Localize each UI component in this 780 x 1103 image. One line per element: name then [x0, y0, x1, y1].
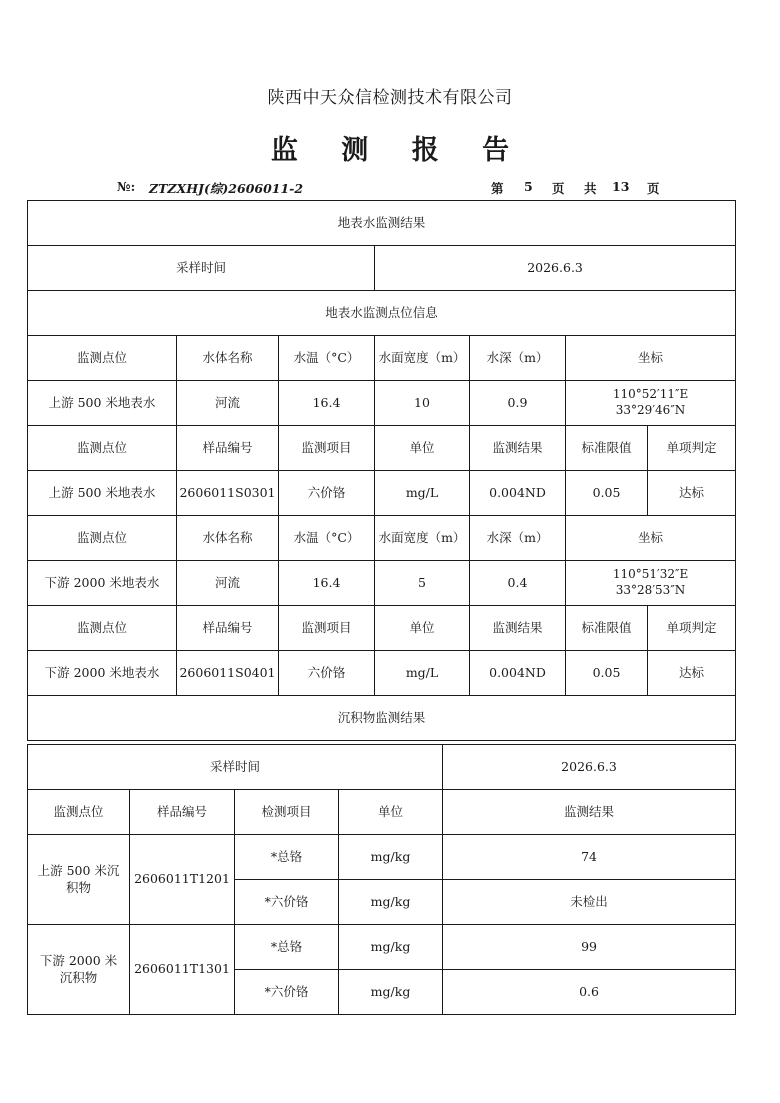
page-mid: 页	[552, 181, 565, 196]
coord-north: 33°29′46″N	[615, 403, 686, 417]
surface-water-table	[27, 200, 736, 741]
coordinate-cell	[566, 381, 736, 426]
sample-id-cell: 2606011T1301	[130, 925, 235, 1015]
header-cell: 监测项目	[279, 606, 375, 651]
depth-cell: 0.9	[470, 381, 566, 426]
header-cell: 监测点位	[28, 790, 130, 835]
coord-north: 33°28′53″N	[615, 583, 686, 597]
result-cell: 0.004ND	[470, 651, 566, 696]
header-cell: 水面宽度（m）	[375, 516, 470, 561]
header-cell: 水面宽度（m）	[375, 336, 470, 381]
limit-cell: 0.05	[566, 471, 648, 516]
report-title: 监 测 报 告	[270, 135, 527, 166]
header-cell: 监测点位	[28, 516, 177, 561]
header-cell: 水温（°C）	[279, 336, 375, 381]
header-cell: 标准限值	[566, 426, 648, 471]
result-cell: 74	[443, 835, 736, 880]
sediment-sampling-time-label: 采样时间	[28, 745, 443, 790]
sample-id-cell: 2606011S0301	[177, 471, 279, 516]
coordinate-cell	[566, 561, 736, 606]
unit-cell: mg/L	[375, 651, 470, 696]
page-suffix: 页	[647, 181, 660, 196]
coord-east: 110°51′32″E	[612, 567, 689, 582]
site-cell: 下游 2000 米地表水	[28, 651, 177, 696]
water-body-cell: 河流	[177, 561, 279, 606]
header-cell: 监测点位	[28, 606, 177, 651]
sediment-sampling-time-value: 2026.6.3	[443, 745, 736, 790]
item-cell: 六价铬	[279, 471, 375, 516]
header-cell: 水深（m）	[470, 336, 566, 381]
header-cell: 水体名称	[177, 516, 279, 561]
report-meta	[117, 179, 662, 197]
header-cell: 样品编号	[177, 606, 279, 651]
info-header-row	[28, 336, 736, 381]
item-cell: *六价铬	[235, 970, 339, 1015]
header-cell: 水温（°C）	[279, 516, 375, 561]
header-cell: 水体名称	[177, 336, 279, 381]
sampling-time-value: 2026.6.3	[375, 246, 736, 291]
water-body-cell: 河流	[177, 381, 279, 426]
result-cell: 0.6	[443, 970, 736, 1015]
page-prefix: 第	[491, 181, 504, 196]
result-row	[28, 471, 736, 516]
judgement-cell: 达标	[648, 651, 736, 696]
result-cell: 99	[443, 925, 736, 970]
result-cell: 0.004ND	[470, 471, 566, 516]
page-total-prefix: 共	[584, 181, 597, 196]
sediment-header-row	[28, 790, 736, 835]
width-cell: 5	[375, 561, 470, 606]
report-no-label: №:	[117, 179, 136, 194]
result-header-row	[28, 426, 736, 471]
report-no: ZTZXHJ(综)2606011-2	[149, 181, 304, 196]
sediment-row	[28, 835, 736, 880]
sediment-row	[28, 925, 736, 970]
limit-cell: 0.05	[566, 651, 648, 696]
site-cell: 上游 500 米地表水	[28, 471, 177, 516]
width-cell: 10	[375, 381, 470, 426]
sampling-time-label: 采样时间	[28, 246, 375, 291]
surface-water-title: 地表水监测结果	[28, 201, 736, 246]
header-cell: 检测项目	[235, 790, 339, 835]
header-cell: 监测点位	[28, 336, 177, 381]
header-cell: 标准限值	[566, 606, 648, 651]
header-cell: 坐标	[566, 336, 736, 381]
result-row	[28, 651, 736, 696]
point-info-title: 地表水监测点位信息	[28, 291, 736, 336]
header-cell: 监测项目	[279, 426, 375, 471]
page-total: 13	[612, 179, 630, 194]
site-cell: 下游 2000 米沉积物	[28, 925, 130, 1015]
header-cell: 单项判定	[648, 426, 736, 471]
site-cell: 下游 2000 米地表水	[28, 561, 177, 606]
header-cell: 监测结果	[443, 790, 736, 835]
result-header-row	[28, 606, 736, 651]
unit-cell: mg/kg	[339, 835, 443, 880]
header-cell: 单项判定	[648, 606, 736, 651]
header-cell: 样品编号	[177, 426, 279, 471]
sediment-title: 沉积物监测结果	[28, 696, 736, 741]
unit-cell: mg/L	[375, 471, 470, 516]
header-cell: 单位	[375, 426, 470, 471]
info-header-row	[28, 516, 736, 561]
item-cell: *总铬	[235, 925, 339, 970]
header-cell: 监测结果	[470, 606, 566, 651]
unit-cell: mg/kg	[339, 925, 443, 970]
item-cell: 六价铬	[279, 651, 375, 696]
site-cell: 上游 500 米沉积物	[28, 835, 130, 925]
judgement-cell: 达标	[648, 471, 736, 516]
info-row	[28, 561, 736, 606]
header-cell: 样品编号	[130, 790, 235, 835]
company-name: 陕西中天众信检测技术有限公司	[267, 88, 513, 108]
header-cell: 单位	[339, 790, 443, 835]
item-cell: *六价铬	[235, 880, 339, 925]
header-cell: 监测结果	[470, 426, 566, 471]
coord-east: 110°52′11″E	[612, 387, 689, 402]
sample-id-cell: 2606011T1201	[130, 835, 235, 925]
header-cell: 水深（m）	[470, 516, 566, 561]
unit-cell: mg/kg	[339, 880, 443, 925]
result-cell: 未检出	[443, 880, 736, 925]
temp-cell: 16.4	[279, 381, 375, 426]
unit-cell: mg/kg	[339, 970, 443, 1015]
sediment-table	[27, 744, 736, 1015]
header-cell: 坐标	[566, 516, 736, 561]
page-current: 5	[524, 179, 533, 194]
sample-id-cell: 2606011S0401	[177, 651, 279, 696]
item-cell: *总铬	[235, 835, 339, 880]
depth-cell: 0.4	[470, 561, 566, 606]
header-cell: 单位	[375, 606, 470, 651]
site-cell: 上游 500 米地表水	[28, 381, 177, 426]
info-row	[28, 381, 736, 426]
temp-cell: 16.4	[279, 561, 375, 606]
header-cell: 监测点位	[28, 426, 177, 471]
